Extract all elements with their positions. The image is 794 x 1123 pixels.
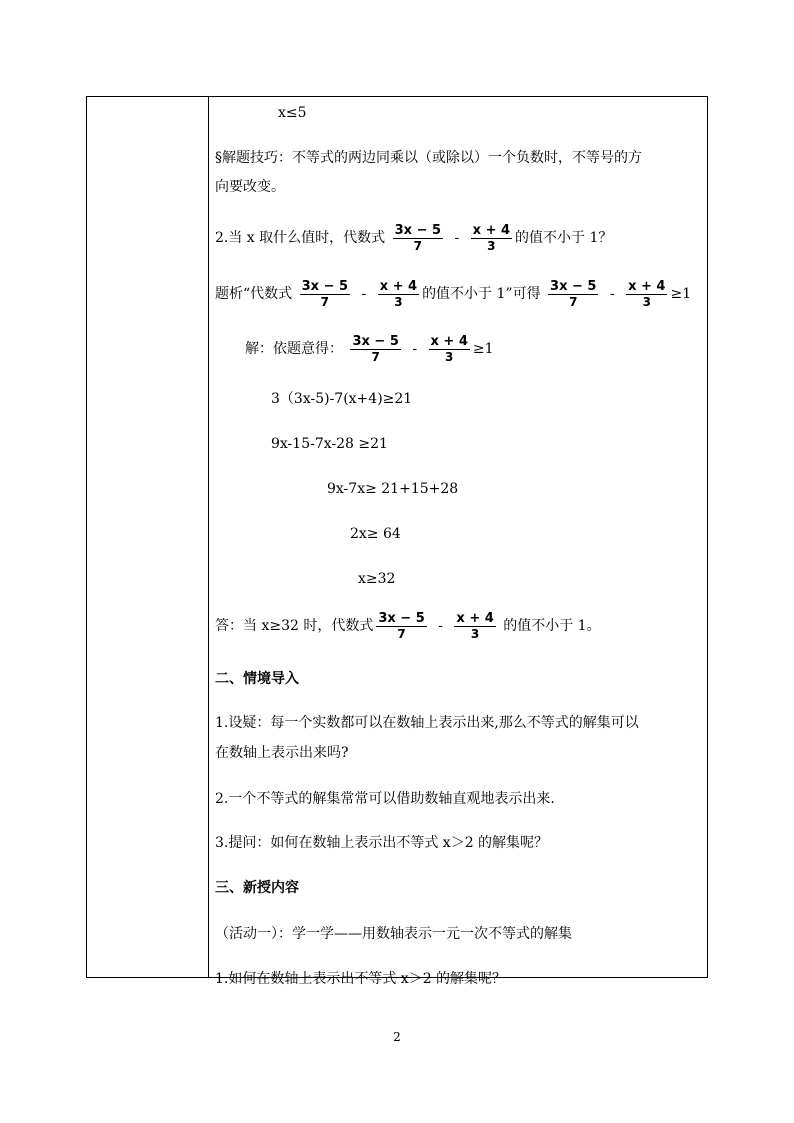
fraction-x+4-over-3 bbox=[454, 611, 495, 642]
column-divider bbox=[208, 97, 209, 977]
fraction-numerator: 3x − 5 bbox=[394, 222, 442, 238]
question-2-prefix: 2.当 x 取什么值时，代数式 bbox=[215, 230, 386, 246]
fraction-x+4-over-3 bbox=[471, 223, 512, 254]
question-2 bbox=[215, 220, 612, 256]
fraction-3x-5-over-7 bbox=[548, 279, 598, 310]
fraction-numerator: x + 4 bbox=[472, 222, 511, 238]
step-2: 9x-15-7x-28 ≥21 bbox=[271, 436, 388, 452]
section-3-heading: 三、新授内容 bbox=[215, 880, 299, 896]
fraction-3x-5-over-7 bbox=[376, 611, 426, 642]
fraction-x+4-over-3 bbox=[429, 334, 470, 365]
fraction-numerator: 3x − 5 bbox=[301, 278, 349, 294]
answer-prefix: 答：当 x≥32 时，代数式 bbox=[215, 618, 374, 634]
solution-line bbox=[245, 331, 494, 367]
analysis-prefix: 题析“代数式 bbox=[215, 286, 293, 302]
fraction-denominator: 3 bbox=[394, 294, 403, 309]
fraction-numerator: x + 4 bbox=[456, 610, 494, 626]
fraction-numerator: 3x − 5 bbox=[352, 333, 399, 349]
fraction-denominator: 3 bbox=[642, 294, 651, 309]
fraction-numerator: x + 4 bbox=[430, 333, 468, 349]
tip-line-2: 向要改变。 bbox=[215, 179, 285, 195]
section-2-heading: 二、情境导入 bbox=[215, 671, 299, 687]
solution-prefix: 解：依题意得： bbox=[245, 341, 343, 357]
step-4: 2x≥ 64 bbox=[350, 526, 401, 542]
para-2: 2.一个不等式的解集常常可以借助数轴直观地表示出来. bbox=[215, 791, 555, 807]
fraction-x+4-over-3 bbox=[378, 279, 419, 310]
fraction-numerator: x + 4 bbox=[628, 278, 666, 294]
minus-sign: - bbox=[412, 341, 418, 357]
analysis-suffix: ≥1 bbox=[670, 286, 692, 302]
fraction-denominator: 7 bbox=[413, 238, 422, 253]
fraction-x+4-over-3 bbox=[626, 279, 667, 310]
fraction-denominator: 7 bbox=[569, 294, 578, 309]
para-1-line-2: 在数轴上表示出来吗? bbox=[215, 745, 349, 761]
solution-suffix: ≥1 bbox=[472, 341, 494, 357]
fraction-denominator: 3 bbox=[445, 349, 454, 364]
analysis-line bbox=[215, 276, 691, 312]
para-1-line-1: 1.设疑：每一个实数都可以在数轴上表示出来,那么不等式的解集可以 bbox=[215, 715, 639, 731]
fraction-denominator: 7 bbox=[320, 294, 330, 309]
minus-sign: - bbox=[609, 286, 615, 302]
question-2-suffix: 的值不小于 1？ bbox=[515, 230, 613, 246]
minus-sign: - bbox=[454, 230, 460, 246]
para-3: 3.提问：如何在数轴上表示出不等式 x＞2 的解集呢？ bbox=[215, 835, 549, 851]
step-3: 9x-7x≥ 21+15+28 bbox=[327, 481, 459, 497]
minus-sign: - bbox=[438, 618, 443, 634]
page-number: 2 bbox=[393, 1030, 401, 1044]
answer-line bbox=[215, 608, 601, 644]
answer-suffix: 的值不小于 1。 bbox=[503, 618, 601, 634]
fraction-3x-5-over-7 bbox=[300, 279, 350, 310]
fraction-numerator: 3x − 5 bbox=[550, 278, 597, 294]
question-1: 1.如何在数轴上表示出不等式 x＞2 的解集呢？ bbox=[215, 971, 507, 987]
result-line: x≤5 bbox=[278, 105, 307, 121]
fraction-numerator: 3x − 5 bbox=[378, 610, 425, 626]
fraction-3x-5-over-7 bbox=[393, 223, 443, 254]
minus-sign: - bbox=[361, 286, 367, 302]
fraction-denominator: 7 bbox=[397, 626, 406, 641]
step-1: 3（3x-5)-7(x+4)≥21 bbox=[271, 391, 413, 407]
fraction-numerator: x + 4 bbox=[379, 278, 418, 294]
analysis-mid: 的值不小于 1”可得 bbox=[422, 286, 541, 302]
activity-1-title: （活动一）：学一学——用数轴表示一元一次不等式的解集 bbox=[215, 926, 572, 942]
fraction-denominator: 3 bbox=[487, 238, 496, 253]
fraction-denominator: 3 bbox=[470, 626, 480, 641]
fraction-denominator: 7 bbox=[371, 349, 380, 364]
step-5: x≥32 bbox=[358, 571, 396, 587]
tip-line-1: §解题技巧：不等式的两边同乘以（或除以）一个负数时，不等号的方 bbox=[215, 150, 642, 166]
fraction-3x-5-over-7 bbox=[350, 334, 400, 365]
